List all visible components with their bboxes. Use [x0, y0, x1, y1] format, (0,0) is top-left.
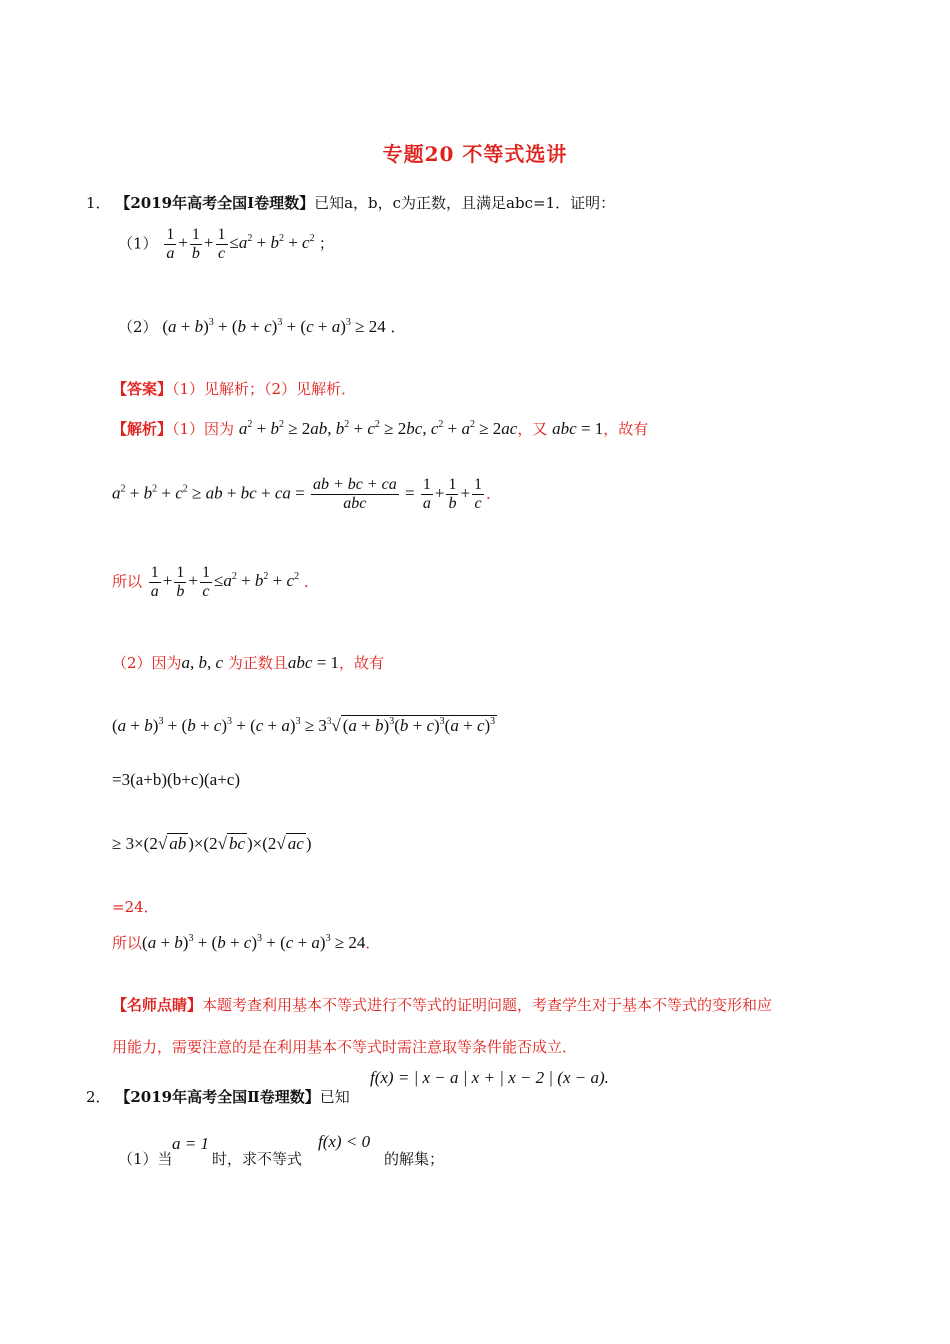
question-number: 1．	[86, 194, 111, 212]
teacher-comment-line-2: 用能力，需要注意的是在利用基本不等式时需注意取等条件能否成立．	[112, 1038, 578, 1056]
question-source: 【2019年高考全国Ⅰ卷理数】	[115, 194, 315, 212]
question-2-header	[86, 1086, 350, 1107]
question-stem: 已知a，b，c为正数，且满足abc=1．证明：	[314, 194, 616, 212]
analysis-part2-intro: （2）因为a, b, c 为正数且abc = 1，故有	[112, 653, 385, 672]
derivation-step-3: =24．	[112, 898, 159, 916]
derivation-step-2: ≥ 3×(2√ ab )×(2√ bc )×(2√ ac )	[112, 834, 312, 853]
derivation-line-1: $a^2 + b^2 + c^2$ ≥ ab + bc + ca = $\frac{ab + bc + ca}{\text{abc}}$ = $\frac{1}{a}$ + $\frac{1}{b}$ + $\frac{1}{c}$ ．	[112, 476, 502, 512]
question-stem: 已知	[319, 1088, 350, 1106]
conclusion-2: 所以$(a + b)^3 + (b + c)^3 + (c + a)^3 \ge 24$．	[112, 933, 381, 952]
page-title: 专题20 不等式选讲	[382, 142, 568, 166]
inequality-cube-sum: $(a + b)^3 + (b + c)^3 + (c + a)^3 \ge 24$	[162, 317, 386, 336]
function-definition: f(x) = | x − a | x + | x − 2 | (x − a).	[370, 1068, 609, 1087]
q1-part1: （1） $\frac{1}{a}$ + $\frac{1}{b}$ + $\frac{1}{c}$ $\le a^2 + b^2 + c^2$ ；	[118, 226, 334, 262]
teacher-comment-line-1: 【名师点睛】本题考查利用基本不等式进行不等式的证明问题，考查学生对于基本不等式的变形和应	[112, 996, 773, 1014]
derivation-step-1: =3(a+b)(b+c)(a+c)	[112, 770, 240, 789]
condition-a-equals-1: a = 1	[172, 1134, 209, 1153]
inequality-fx-lt-0: f(x) < 0	[318, 1132, 371, 1151]
inequality-recip-sum: $\frac{1}{a}$ + $\frac{1}{b}$ + $\frac{1}{c}$ $\le a^2 + b^2 + c^2$	[166, 226, 315, 262]
derivation-amgm: $(a + b)^3 + (b + c)^3 + (c + a)^3 \ge 3^3√$ $(a + b)^3(b + c)^3(a + c)^3$	[112, 716, 496, 735]
answer-line: 【答案】（1）见解析；（2）见解析．	[112, 380, 357, 398]
q1-part2: （2） $(a + b)^3 + (b + c)^3 + (c + a)^3 \ge 24$ ．	[118, 317, 406, 336]
conclusion-1: 所以 $\frac{1}{a}$ + $\frac{1}{b}$ + $\frac{1}{c}$ $\le a^2 + b^2 + c^2$ ．	[112, 564, 319, 600]
question-number: 2．	[86, 1088, 111, 1106]
q2-part1: （1）当	[118, 1150, 173, 1168]
analysis-line-1: 【解析】（1）因为 $a^2 + b^2 \ge 2ab$, $b^2 + c^2 \ge 2bc$, $c^2 + a^2 \ge 2ac$，又 abc = 1，故有	[112, 419, 649, 438]
question-source: 【2019年高考全国Ⅱ卷理数】	[115, 1088, 320, 1106]
question-1-header	[86, 192, 615, 213]
